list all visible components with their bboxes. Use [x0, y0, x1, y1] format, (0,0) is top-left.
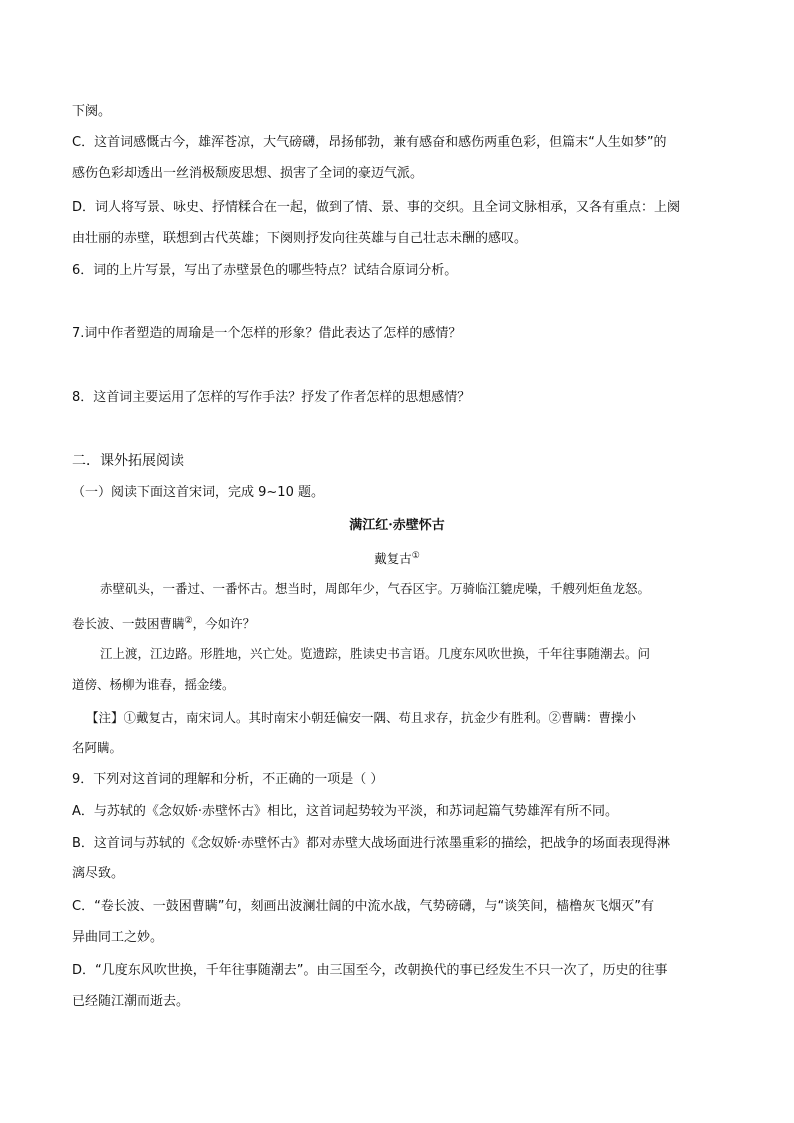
- poem-stanza-1-line-1: 赤壁矶头，一番过、一番怀古。想当时，周郎年少，气吞区宇。万骑临江貔虎噪，千艘列炬鱼龙怒。: [100, 581, 651, 596]
- question-7: 7.词中作者塑造的周瑜是一个怎样的形象？借此表达了怎样的感情？: [72, 326, 462, 341]
- text-line: 下阕。: [72, 104, 112, 119]
- question-9-stem: 9．下列对这首词的理解和分析，不正确的一项是（ ）: [72, 772, 384, 787]
- poem-title: 满江红·赤壁怀古: [349, 518, 445, 533]
- question-9-option-c-line-2: 异曲同工之妙。: [72, 930, 164, 945]
- question-9-option-d-line-1: D．“几度东风吹世换，千年往事随潮去”。由三国至今，改朝换代的事已经发生不只一次了，历史的往事: [72, 963, 668, 978]
- poem-note-line-1: 【注】①戴复古，南宋词人。其时南宋小朝廷偏安一隅、苟且求存，抗金少有胜利。②曹瞒：曹操小: [86, 710, 637, 725]
- poem-author: [72, 547, 722, 568]
- question-8: 8．这首词主要运用了怎样的写作手法？抒发了作者怎样的思想感情？: [72, 390, 471, 405]
- option-d-line-2: 由壮丽的赤壁，联想到古代英雄；下阕则抒发向往英雄与自己壮志未酬的感叹。: [72, 231, 528, 246]
- question-9-option-b-line-2: 漓尽致。: [72, 866, 125, 881]
- poem-stanza-2-line-1: 江上渡，江边路。形胜地，兴亡处。览遗踪，胜读史书言语。几度东风吹世换，千年往事随潮去。问: [100, 646, 651, 661]
- poem-stanza-1-line-2: [72, 612, 724, 633]
- poem-author-name: 戴复古: [374, 551, 412, 567]
- option-c-line-2: 感伤色彩却透出一丝消极颓废思想、损害了全词的豪迈气派。: [72, 166, 424, 181]
- reading-intro: （一）阅读下面这首宋词，完成 9~10 题。: [72, 485, 324, 500]
- poem-note-mark: ②: [184, 616, 193, 626]
- poem-line-part: 卷长波、一鼓困曹瞒: [72, 616, 185, 632]
- question-9-option-d-line-2: 已经随江潮而逝去。: [72, 994, 190, 1009]
- question-9-option-b-line-1: B．这首词与苏轼的《念奴娇·赤壁怀古》都对赤壁大战场面进行浓墨重彩的描绘，把战争的场面表现得淋: [72, 836, 671, 851]
- question-9-option-a: A．与苏轼的《念奴娇·赤壁怀古》相比，这首词起势较为平淡，和苏词起篇气势雄浑有所不同。: [72, 804, 619, 819]
- option-d-line-1: D．词人将写景、咏史、抒情糅合在一起，做到了情、景、事的交织。且全词文脉相承，又各有重点：上阕: [72, 200, 681, 215]
- poem-author-note-mark: ①: [411, 551, 420, 561]
- section-heading: 二．课外拓展阅读: [72, 453, 184, 469]
- poem-note-line-2: 名阿瞒。: [72, 740, 123, 755]
- option-c-line-1: C．这首词感慨古今，雄浑苍凉，大气磅礴，昂扬郁勃，兼有感奋和感伤两重色彩，但篇末“人生如梦”的: [72, 135, 667, 150]
- poem-line-part: ，今如许？: [192, 616, 256, 632]
- poem-stanza-2-line-2: 道傍、杨柳为谁春，摇金缕。: [72, 677, 235, 692]
- question-6: 6．词的上片写景，写出了赤壁景色的哪些特点？试结合原词分析。: [72, 263, 458, 278]
- question-9-option-c-line-1: C．“卷长波、一鼓困曹瞒”句，刻画出波澜壮阔的中流水战，气势磅礴，与“谈笑间，樯橹灰飞烟灭”有: [72, 899, 655, 914]
